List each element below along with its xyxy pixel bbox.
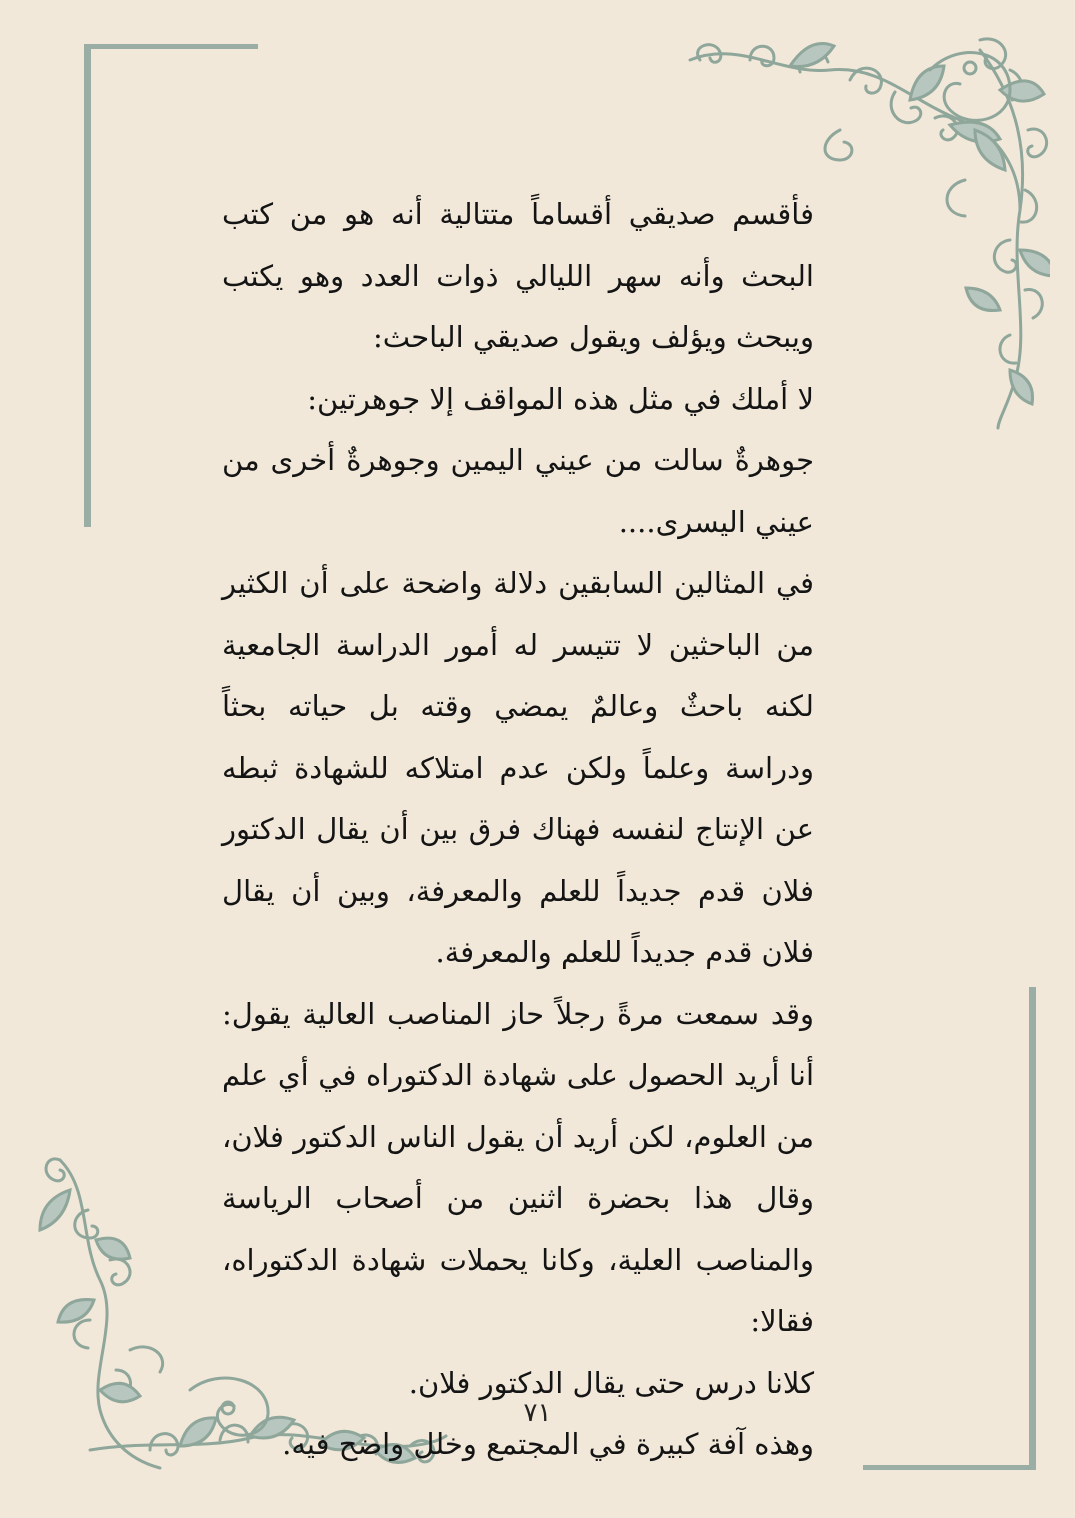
frame-bottom-right-horizontal	[863, 1465, 1036, 1470]
paragraph-3: جوهرةٌ سالت من عيني اليمين وجوهرةٌ أخرى من عيني اليسرى....	[222, 443, 814, 539]
paragraph-7: وهذه آفة كبيرة في المجتمع وخلل واضح فيه.	[282, 1427, 814, 1461]
frame-left-vertical	[84, 44, 91, 527]
paragraph-1: فأقسم صديقي أقساماً متتالية أنه هو من كتب البحث وأنه سهر الليالي ذوات العدد وهو يكتب ويبحث ويؤلف ويقول صديقي الباحث:	[222, 197, 814, 354]
page-number: ٧١	[523, 1398, 552, 1428]
paragraph-6: كلانا درس حتى يقال الدكتور فلان.	[408, 1365, 814, 1400]
paragraph-5: وقد سمعت مرةً رجلاً حاز المناصب العالية يقول: أنا أريد الحصول على شهادة الدكتوراه في أي علم من العلوم، لكن أريد أن يقول الناس الدكتور فلان، وقال هذا بحضرة اثنين من أصحاب الرياسة والمناصب العلية، وكانا يحملات شهادة الدكتوراه، فقالا:	[222, 996, 814, 1338]
frame-top-left-horizontal	[84, 44, 258, 49]
body-text	[222, 184, 842, 1476]
paragraph-4: في المثالين السابقين دلالة واضحة على أن الكثير من الباحثين لا تتيسر له أمور الدراسة الجامعية لكنه باحثٌ وعالمٌ يمضي وقته بل حياته بحثاً ودراسة وعلماً ولكن عدم امتلاكه للشهادة ثبطه عن الإنتاج لنفسه فهناك فرق بين أن يقال الدكتور فلان قدم جديداً للعلم والمعرفة، وبين أن يقال فلان قدم جديداً للعلم والمعرفة.	[222, 566, 814, 969]
paragraph-2: لا أملك في مثل هذه المواقف إلا جوهرتين:	[307, 381, 814, 416]
